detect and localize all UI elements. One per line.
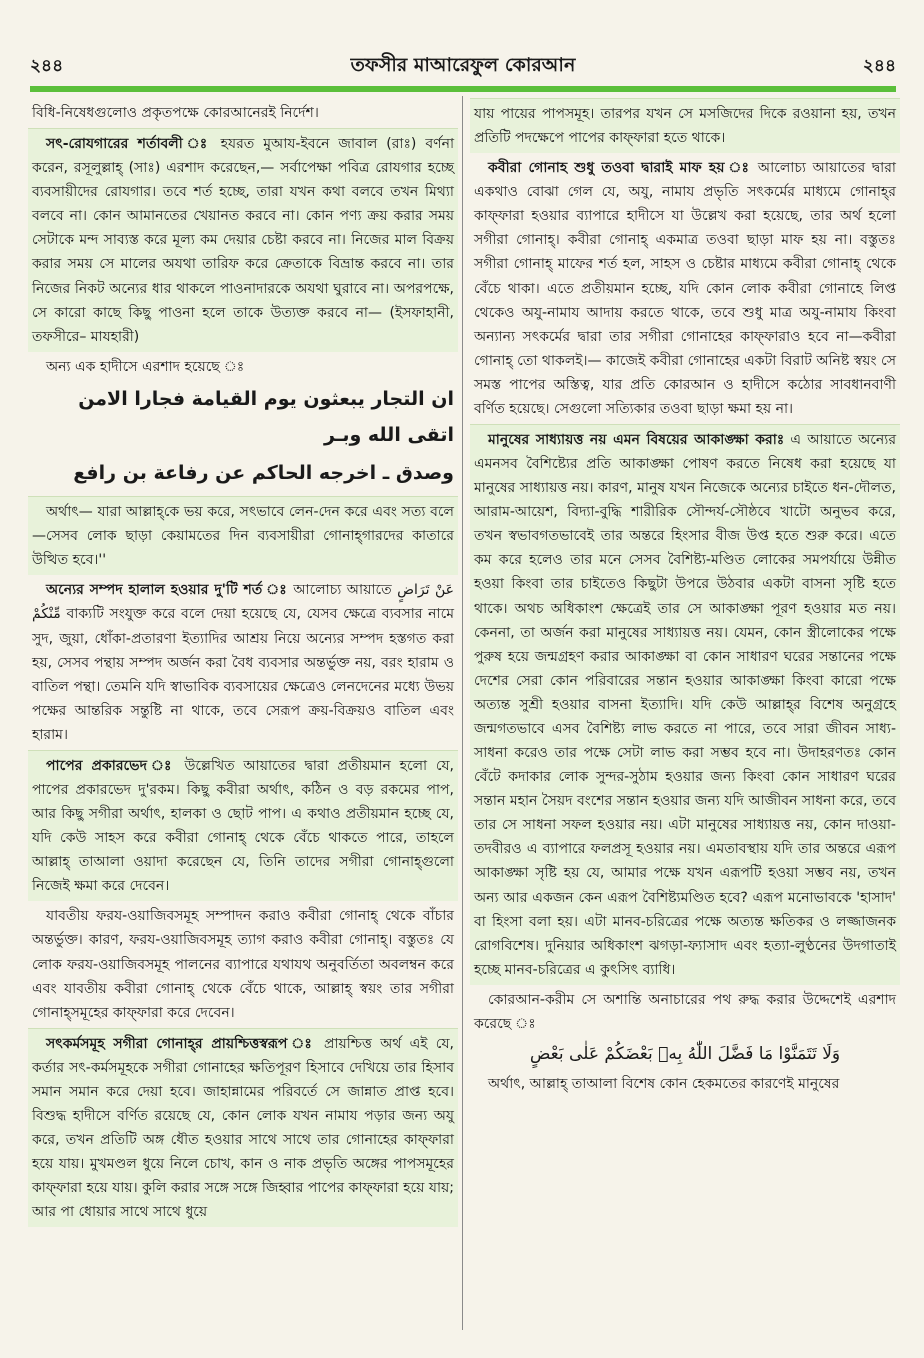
left-section-5 (28, 750, 458, 901)
section-heading: কবীরা গোনাহ শুধু তওবা দ্বারাই মাফ হয় ঃ (488, 160, 752, 177)
left-section-6 (28, 901, 458, 1027)
paragraph: যায় পায়ের পাপসমূহ। তারপর যখন সে মসজিদের দিকে রওয়ানা হয়, তখন প্রতিটি পদক্ষেপে পাপের কাফ্‌ফারা হতে থাকে। (474, 106, 896, 147)
left-section-2 (28, 352, 458, 496)
arabic-hadith-line-1: ان التجار يبعثون يوم القيامة فجارا الامن اتقى الله وبـر (78, 387, 454, 446)
paragraph (474, 428, 896, 982)
left-section-4 (28, 575, 458, 750)
arabic-hadith-line-2: وصدق ـ اخرجه الحاكم عن رفاعة بن رافع (73, 462, 454, 485)
paragraph-text: এ আয়াতে অন্যের এমনসব বৈশিষ্ট্যের প্রতি আকাঙ্ক্ষা পোষণ করতে নিষেধ করা হয়েছে যা মানুষের সাধ্যায়ত্ত নয়। কারণ, মানুষ যখন নিজেকে অন্যের চাইতে ধন-দৌলত, আরাম-আয়েশ, বিদ্যা-বুদ্ধি শারীরিক সৌন্দর্য-সৌষ্ঠবে খাটো অনুভব করে, তখন স্বভাবগতভাবেই তার অন্তরে হিংসার বীজ উপ্ত হতে শুরু করে। এতে কম করে হলেও তার মনে সেসব বৈশিষ্ট্য-মণ্ডিত লোকের সমপর্যায়ে উন্নীত হওয়া কিংবা তার চাইতেও কিছুটা উপরে উঠবার একটা বাসনা সৃষ্টি হতে থাকে। অথচ অধিকাংশ ক্ষেত্রেই তার সে আকাঙ্ক্ষা পূরণ হওয়ার মত নয়। কেননা, তা অর্জন করা মানুষের সাধ্যায়ত্ত নয়। যেমন, কোন স্ত্রীলোকের পক্ষে পুরুষ হয়ে জন্মগ্রহণ করার আকাঙ্ক্ষা বা কোন সাধারণ ঘরের সন্তানের পক্ষে দেশের সেরা কোন পরিবারের সন্তান হওয়ার আকাঙ্ক্ষা কিংবা কারো পক্ষে অত্যন্ত সুশ্রী হওয়ার বাসনা ইত্যাদি। যদি কেউ আল্লাহ্‌র বিশেষ অনুগ্রহে জন্মগতভাবে এসব বৈশিষ্ট্য লাভ করতে না পারে, তবে সারা জীবন সাধ্য-সাধনা করেও তার পক্ষে সেটা লাভ করা সম্ভব হবে না। উদাহরণতঃ কোন বেঁটে কদাকার লোক সুন্দর-সুঠাম হওয়ার জন্য কিংবা কোন সাধারণ ঘরের সন্তান মহান সৈয়দ বংশের সন্তান হওয়ার জন্য যদি আজীবন সাধনা করে, তবে তার সে সাধনা সফল হওয়ার নয়। এটা মানুষের সাধ্যায়ত্ত নয়, কোন দাওয়া-তদবীরও এ ব্যাপারে ফলপ্রসূ হওয়ার নয়। এমতাবস্থায় যদি তার অন্তরে এরূপ আকাঙ্ক্ষা সৃষ্টি হয় যে, আমার পক্ষে যখন এরূপটি হওয়া সম্ভব নয়, তখন অন্য আর একজন কেন এরূপ বৈশিষ্ট্যমণ্ডিত হবে? এরূপ মনোভাবকে 'হাসাদ' বা হিংসা বলা হয়। এটা মানব-চরিত্রের পক্ষে অত্যন্ত ক্ষতিকর ও লজ্জাজনক রোগবিশেষ। দুনিয়ার অধিকাংশ ঝগড়া-ফ্যাসাদ এবং হত্যা-লুণ্ঠনের উদগাতাই হচ্ছে মানব-চরিত্রের এ কুৎসিৎ ব্যাধি। (474, 432, 897, 978)
paragraph (32, 1032, 454, 1225)
left-section-0 (28, 98, 458, 128)
column-divider (462, 96, 463, 1330)
paragraph-text: প্রায়শ্চিত্ত অর্থ এই যে, কর্তার সৎ-কর্মসমূহকে সগীরা গোনাহের ক্ষতিপূরণ হিসাবে দেখিয়ে তার হিসাব সমান সমান করে দেয়া হবে। জাহান্নামের পরিবর্তে সে জান্নাত প্রাপ্ত হবে। বিশুদ্ধ হাদীসে বর্ণিত রয়েছে যে, কোন লোক যখন নামায পড়ার জন্য অযু করে, তখন প্রতিটি অঙ্গ ধৌত হওয়ার সাথে সাথে তার গোনাহের কাফ্‌ফারা হয়ে যায়। মুখমণ্ডল ধুয়ে নিলে চোখ, কান ও নাক প্রভৃতি অঙ্গের পাপসমূহের কাফ্‌ফারা হয়ে যায়। কুলি করার সঙ্গে সঙ্গে জিহ্বার পাপের কাফ্‌ফারা হয়ে যায়; আর পা ধোয়ার সাথে সাথে ধুয়ে (32, 1035, 454, 1221)
right-section-3 (470, 985, 900, 1100)
paragraph: বিধি-নিষেধগুলোও প্রকৃতপক্ষে কোরআনেরই নির্দেশ। (32, 105, 319, 121)
right-section-0 (470, 98, 900, 153)
section-heading: মানুষের সাধ্যায়ত্ত নয় এমন বিষয়ের আকাঙ্ক্ষা করাঃ (488, 432, 785, 449)
right-column (470, 98, 900, 1330)
left-section-7 (28, 1028, 458, 1228)
arabic-verse: وَلَا تَتَمَنَّوْا مَا فَضَّلَ اللّٰهُ بِهٖ بَعْضَكُمْ عَلٰى بَعْضٍ (529, 1043, 841, 1064)
paragraph: কোরআন-করীম সে অশান্তি অনাচারের পথ রুদ্ধ করার উদ্দেশেই এরশাদ করেছে ঃ (474, 991, 896, 1032)
paragraph-text: আলোচ্য আয়াতে عَنْ تَرَاضٍ مِّنْكُمْ বাক্যটি সংযুক্ত করে বলে দেয়া হয়েছে যে, যেসব ক্ষেত্রে ব্যবসার নামে সুদ, জুয়া, ধোঁকা-প্রতারণা ইত্যাদির আশ্রয় নিয়ে অন্যের সম্পদ হস্তগত করা হয়, সেসব পন্থায় সম্পদ অর্জন করা বৈধ ব্যবসার অন্তর্ভুক্ত নয়, বরং হারাম ও বাতিল পন্থা। তেমনি যদি স্বাভাবিক ব্যবসায়ের ক্ষেত্রেও লেনদেনের মধ্যে উভয় পক্ষের আন্তরিক সন্তুষ্টি না থাকে, তবে সেরূপ ক্রয়-বিক্রয়ও বাতিল এবং হারাম। (32, 582, 454, 743)
paragraph: অর্থাৎ— যারা আল্লাহ্‌কে ভয় করে, সৎভাবে লেন-দেন করে এবং সত্য বলে—সেসব লোক ছাড়া কেয়ামতের দিন ব্যবসায়ীরা গোনাহ্‌গারদের কাতারে উত্থিত হবে।'' (32, 504, 454, 569)
paragraph-text: আলোচ্য আয়াতের দ্বারা একথাও বোঝা গেল যে, অযু, নামায প্রভৃতি সৎকর্মের মাধ্যমে গোনাহ্‌র কাফ্‌ফারা হওয়ার ব্যাপারে হাদীসে যা উল্লেখ করা হয়েছে, তার অর্থ হলো সগীরা গোনাহ্। কবীরা গোনাহ্ একমাত্র তওবা ছাড়া মাফ হয় না। বস্তুতঃ সগীরা গোনাহ্ মাফের শর্ত হল, সাহস ও চেষ্টার মাধ্যমে কবীরা গোনাহ্ থেকে বেঁচে থাকা। এতে প্রতীয়মান হচ্ছে, যদি কোন লোক কবীরা গোনাহে লিপ্ত থেকেও অযু-নামায আদায় করতে থাকে, তবে শুধু মাত্র অযু-নামায কিংবা অন্যান্য সৎকর্মের দ্বারা তার সগীরা গোনাহের কাফ্‌ফারাও হবে না—কবীরা গোনাহ্ তো থাকলই।— কাজেই কবীরা গোনাহের একটা বিরাট অনিষ্ট স্বয়ং সে সমস্ত পাপের অস্তিত্ব, যার প্রতি কোরআন ও হাদীসে কঠোর সাবধানবাণী বর্ণিত হয়েছে। সেগুলো সত্যিকার তওবা ছাড়া ক্ষমা হয় না। (474, 160, 896, 417)
page-number-right: ২৪৪ (862, 56, 896, 76)
paragraph: অর্থাৎ, আল্লাহ্ তাআলা বিশেষ কোন হেকমতের কারণেই মানুষের (488, 1076, 840, 1093)
paragraph: অন্য এক হাদীসে এরশাদ হয়েছে ঃ (46, 358, 245, 375)
left-section-3 (28, 496, 458, 575)
paragraph: যাবতীয় ফরয-ওয়াজিবসমূহ সম্পাদন করাও কবীরা গোনাহ্ থেকে বাঁচার অন্তর্ভুক্ত। কারণ, ফরয-ওয়াজিবসমূহ ত্যাগ করাও কবীরা গোনাহ্। বস্তুতঃ যে লোক ফরয-ওয়াজিবসমূহ পালনের ব্যাপারে যথাযথ অনুবর্তিতা অবলম্বন করে এবং যাবতীয় কবীরা গোনাহ্ থেকে বেঁচে থাকে, আল্লাহ্ স্বয়ং তার সগীরা গোনাহ্‌সমূহের কাফ্‌ফারা করে দেবেন। (32, 908, 454, 1021)
paragraph (32, 754, 454, 898)
paragraph-text: উল্লেখিত আয়াতের দ্বারা প্রতীয়মান হলো যে, পাপের প্রকারভেদ দু'রকম। কিছু কবীরা অর্থাৎ, কঠিন ও বড় রকমের পাপ, আর কিছু সগীরা অর্থাৎ, হালকা ও ছোট পাপ। এ কথাও প্রতীয়মান হচ্ছে যে, যদি কেউ সাহস করে কবীরা গোনাহ্ থেকে বেঁচে থাকতে পারে, তাহলে আল্লাহ্ তাআলা ওয়াদা করেছেন যে, তিনি তাদের সগীরা গোনাহ্‌গুলো নিজেই ক্ষমা করে দেবেন। (32, 757, 455, 895)
left-section-1 (28, 128, 458, 352)
paragraph (32, 132, 454, 349)
book-title: তফসীর মাআরেফুল কোরআন (350, 54, 576, 76)
page-header (30, 50, 896, 84)
right-section-2 (470, 424, 900, 985)
paragraph (474, 156, 896, 421)
paragraph (32, 578, 454, 747)
section-heading: অন্যের সম্পদ হালাল হওয়ার দু'টি শর্ত ঃ (46, 582, 288, 599)
paragraph-text: হযরত মুআয-ইবনে জাবাল (রাঃ) বর্ণনা করেন, রসূলুল্লাহ্ (সাঃ) এরশাদ করেছেন,— সর্বাপেক্ষা পবিত্র রোযগার হচ্ছে ব্যবসায়ীদের রোযগার। তবে শর্ত হচ্ছে, তারা যখন কথা বলবে তখন মিথ্যা বলবে না। কোন আমানতের খেয়ানত করবে না। কোন পণ্য ক্রয় করার সময় সেটাকে মন্দ সাব্যস্ত করে মূল্য কম দেয়ার চেষ্টা করবে না। নিজের মাল বিক্রয় করার সময় সে মালের অযথা তারিফ করে ক্রেতাকে বিভ্রান্ত করবে না। তার নিজের নিকট অন্যের ধার থাকলে পাওনাদারকে অযথা ঘুরাবে না। অপরপক্ষে, সে কারো কাছে কিছু পাওনা হলে তাকে উত্যক্ত করবে না— (ইসফাহানী, তফসীরে– মাযহারী) (32, 136, 455, 345)
section-heading: সৎ-রোযগারের শর্তাবলী ঃ (46, 136, 212, 153)
section-heading: সৎকর্মসমূহ সগীরা গোনাহ্‌র প্রায়শ্চিত্তস্বরূপ ঃ (46, 1035, 316, 1052)
section-heading: পাপের প্রকারভেদ ঃ (46, 757, 176, 774)
page-number-left: ২৪৪ (30, 56, 64, 76)
left-column (28, 98, 458, 1330)
header-rule (30, 86, 896, 92)
right-section-1 (470, 153, 900, 424)
